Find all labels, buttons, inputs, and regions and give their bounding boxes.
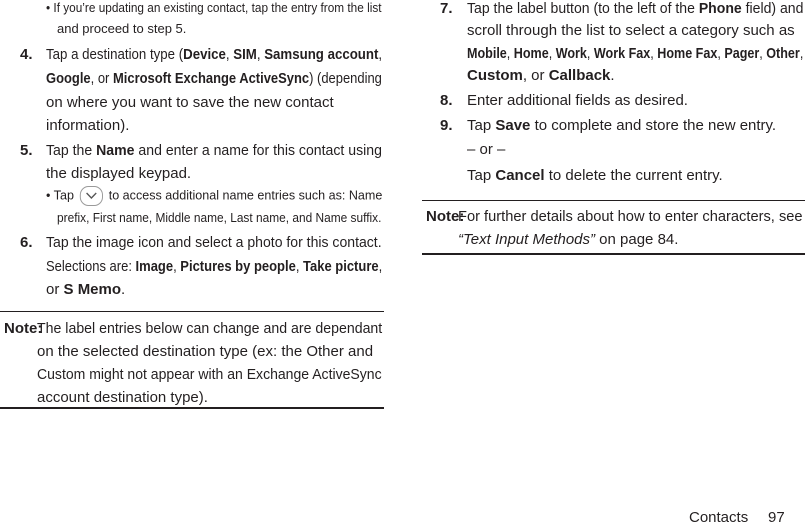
step-8-text: Enter additional fields as desired.: [467, 92, 688, 109]
step-6-line-1: Tap the image icon and select a photo for this contact.: [46, 234, 382, 251]
option-exchange: Microsoft Exchange ActiveSync: [112, 70, 310, 87]
bullet-text-continued: prefix, First name, Middle name, Last name, and Name suffix.: [57, 210, 382, 225]
note-line-2: “Text Input Methods” on page 84.: [458, 231, 679, 248]
step-6-line-3: or S Memo.: [46, 281, 126, 298]
option-pictures-by-people: Pictures by people: [180, 258, 296, 275]
bullet-text-continued: and proceed to step 5.: [57, 21, 187, 36]
step-7-line-4: Custom, or Callback.: [467, 67, 615, 84]
step-number: 4.: [20, 46, 33, 63]
step-7-line-2: scroll through the list to select a category such as: [467, 22, 795, 39]
step-number: 7.: [440, 0, 453, 17]
step-9-line-1: Tap Save to complete and store the new entry.: [467, 117, 777, 134]
note-line-1: The label entries below can change and are dependant: [37, 320, 383, 337]
step-number: 9.: [440, 117, 453, 134]
note-top-rule: [422, 200, 805, 201]
note-top-rule: [0, 311, 384, 312]
bullet-text: If you’re updating an existing contact, tap the entry from the list: [53, 0, 382, 15]
category-custom: Custom: [467, 67, 523, 84]
option-image: Image: [135, 258, 174, 275]
category-home: Home: [513, 45, 549, 62]
step-9-line-3: Tap Cancel to delete the current entry.: [467, 167, 723, 184]
step-number: 8.: [440, 92, 453, 109]
step-4-line-4: information).: [46, 117, 130, 134]
bullet-updating-contact: [46, 0, 382, 15]
note-label: Note:: [4, 320, 43, 337]
bullet-tap-expand: • Tap to access additional name entries such as: Name: [46, 186, 382, 206]
note-line-4: account destination type).: [37, 389, 208, 406]
option-samsung-account: Samsung account: [264, 46, 379, 63]
footer-page-number: 97: [768, 509, 785, 526]
option-take-picture: Take picture: [303, 258, 379, 275]
note-bottom-rule: [422, 253, 805, 255]
bullet-dot: •: [46, 187, 51, 203]
option-device: Device: [183, 46, 226, 63]
category-work-fax: Work Fax: [593, 45, 651, 62]
or-separator: – or –: [467, 141, 506, 158]
category-callback: Callback: [548, 67, 611, 84]
step-4-line-2: Google, or Microsoft Exchange ActiveSync) (depending: [46, 70, 382, 87]
step-number: 5.: [20, 142, 33, 159]
step-4-line-1: Tap a destination type (Device, SIM, Samsung account,: [46, 46, 383, 63]
name-field-label: Name: [96, 142, 135, 159]
note-line-2: on the selected destination type (ex: the Other and: [37, 343, 374, 360]
step-5-line-1: Tap the Name and enter a name for this contact using: [46, 142, 382, 159]
category-other: Other: [766, 45, 800, 62]
step-6-line-2: Selections are: Image, Pictures by people, Take picture,: [46, 258, 383, 275]
cancel-button-label: Cancel: [495, 167, 545, 184]
step-5-line-2: the displayed keypad.: [46, 165, 192, 182]
step-7-line-1: Tap the label button (to the left of the Phone field) and: [467, 0, 804, 17]
note-line-3: Custom might not appear with an Exchange ActiveSync: [37, 366, 382, 383]
note-line-1: For further details about how to enter characters, see: [458, 208, 803, 225]
step-7-line-3: Mobile, Home, Work, Work Fax, Home Fax, Pager, Other,: [467, 45, 804, 62]
category-work: Work: [555, 45, 587, 62]
option-s-memo: S Memo: [63, 281, 122, 298]
step-4-line-3: on where you want to save the new contact: [46, 94, 334, 111]
note-bottom-rule: [0, 407, 384, 409]
category-mobile: Mobile: [467, 45, 507, 62]
option-sim: SIM: [233, 46, 257, 63]
save-button-label: Save: [495, 117, 531, 134]
option-google: Google: [46, 70, 91, 87]
step-number: 6.: [20, 234, 33, 251]
bullet-dot: •: [46, 0, 51, 15]
category-pager: Pager: [724, 45, 760, 62]
cross-reference-link[interactable]: “Text Input Methods”: [458, 231, 596, 248]
phone-field-label: Phone: [698, 0, 742, 17]
footer-section-name: Contacts: [689, 509, 749, 526]
note-label: Note:: [426, 208, 465, 225]
category-home-fax: Home Fax: [657, 45, 718, 62]
expand-chevron-icon: [80, 186, 103, 206]
